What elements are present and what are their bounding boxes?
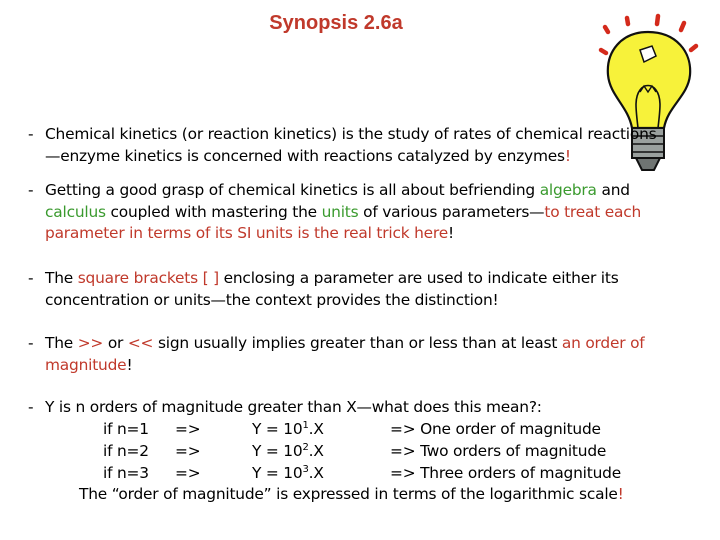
bullet-text: sign usually implies greater than or less than at least <box>153 334 562 352</box>
bullet-chemical-kinetics <box>28 124 698 167</box>
footer-text: The “order of magnitude” is expressed in terms of the logarithmic scale <box>79 485 618 503</box>
bullet-text: and <box>596 181 630 199</box>
arrow: => <box>175 442 201 460</box>
page-title: Synopsis 2.6a <box>269 12 403 34</box>
highlight-red: << <box>127 334 154 352</box>
bullet-text: of various parameters— <box>358 202 545 221</box>
exclamation: ! <box>617 485 624 503</box>
bullet-square-brackets <box>28 268 698 311</box>
bullet-dash: - <box>28 334 34 352</box>
equation: $Y = 10^1.X$ <box>252 420 324 438</box>
bullet-dash: - <box>28 125 34 143</box>
highlight-calculus: calculus <box>45 202 106 221</box>
bullet-greater-less <box>28 333 698 376</box>
highlight-red: to treat each <box>544 202 642 221</box>
highlight-red: parameter in terms of its SI units is the real trick here <box>45 224 448 242</box>
exclamation: ! <box>448 224 454 242</box>
highlight-red: square brackets [ ] <box>77 269 219 287</box>
exclamation: ! <box>126 355 133 374</box>
highlight-red: magnitude <box>45 355 127 374</box>
bullet-text: The <box>45 269 78 287</box>
bullet-dash: - <box>28 398 34 416</box>
bullet-orders-of-magnitude <box>28 397 698 419</box>
arrow: => <box>175 420 201 438</box>
bullet-text: enclosing a parameter are used to indicate either its <box>218 269 619 287</box>
footer-note <box>79 485 624 503</box>
bullet-text: Getting a good grasp of chemical kinetics is all about befriending <box>45 181 540 199</box>
bullet-text: Y is n orders of magnitude greater than X—what does this mean?: <box>45 398 542 416</box>
highlight-algebra: algebra <box>539 181 597 199</box>
bullet-text: coupled with mastering the <box>105 202 322 221</box>
condition: if n=1 <box>103 420 149 438</box>
result: => Three orders of magnitude <box>390 464 621 482</box>
highlight-units: units <box>321 202 359 221</box>
bullet-text: Chemical kinetics (or reaction kinetics) is the study of rates of chemical reactions <box>45 125 657 143</box>
condition: if n=2 <box>103 442 149 460</box>
bullet-text: concentration or units—the context provides the distinction! <box>45 290 499 309</box>
exclamation: ! <box>564 146 571 165</box>
condition: if n=3 <box>103 464 149 482</box>
bullet-dash: - <box>28 181 34 199</box>
bullet-text: The <box>45 334 78 352</box>
bullet-kinetics-math <box>28 180 698 245</box>
result: => One order of magnitude <box>390 420 601 438</box>
equation: $Y = 10^2.X$ <box>252 442 324 460</box>
highlight-red: an order of <box>561 334 645 352</box>
equation: $Y = 10^3.X$ <box>252 464 324 482</box>
arrow: => <box>175 464 201 482</box>
bullet-text: or <box>103 334 128 352</box>
bullet-dash: - <box>28 269 34 287</box>
highlight-red: >> <box>77 334 104 352</box>
bullet-text: —enzyme kinetics is concerned with reactions catalyzed by enzymes <box>45 146 565 165</box>
result: => Two orders of magnitude <box>390 442 607 460</box>
